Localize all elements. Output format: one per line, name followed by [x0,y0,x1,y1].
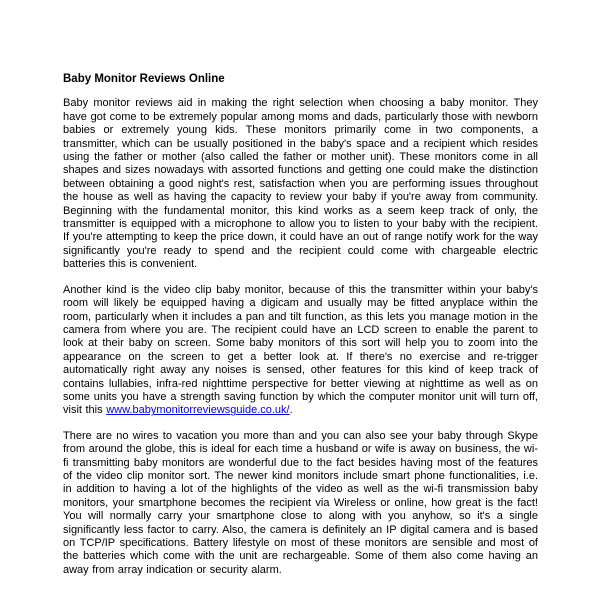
babymonitorreviewsguide-link[interactable]: www.babymonitorreviewsguide.co.uk/ [106,404,290,417]
article-paragraph-2 [63,284,538,418]
article-paragraph-3 [63,430,538,577]
paragraph-2-text: Another kind is the video clip baby monitor, because of this the transmitter within your baby's room will likely be equipped having a digicam and usually may be fitted anyplace within the room, particularly when it includes a pan and tilt function, as this lets you manage motion in the camera from where you are. The recipient could have an LCD screen to enable the parent to look at their baby on screen. Some baby monitors of this sort will help you to zoom into the appearance on the screen to get a better look at. If there's no exercise and re-trigger automatically right away any noises is sensed, other features for this kind of keep track of contains lullabies, infra-red nighttime perspective for better viewing at nighttime as well as on some units you have a strength saving function by which the computer monitor unit will turn off, visit this [63,283,538,417]
article-paragraph-1 [63,97,538,271]
paragraph-1-text: Baby monitor reviews aid in making the right selection when choosing a baby monitor. They have got come to be extremely popular among moms and dads, particularly those with newborn babies or extremely young kids. These monitors primarily come in two components, a transmitter, which can be usually positioned in the baby's space and a recipient which resides using the father or mother (also called the father or mother unit). These monitors come in all shapes and sizes nowadays with assorted functions and getting one could make the distinction between obtaining a good night's rest, satisfaction when you are performing issues throughout the house as well as having the capacity to review your baby if you're away from community. Beginning with the fundamental monitor, this kind works as a seem keep track of only, the transmitter is equipped with a microphone to allow you to listen to your baby with the recipient. If you're attempting to keep the price down, it could have an out of range notify work for the way significantly you're ready to spend and the recipient could come with chargeable electric batteries this is convenient. [63,97,538,271]
page-title: Baby Monitor Reviews Online [63,73,225,85]
paragraph-3-text: There are no wires to vacation you more than and you can also see your baby through Skype from around the globe, this is ideal for each time a husband or wife is away on business, the wi-fi transmitting baby monitors are wonderful due to the fact besides having most of the features of the video clip monitor sort. The newer kind monitors include smart phone functionalities, i.e. in addition to having a lot of the highlights of the video as well as the wi-fi transmission baby monitors, your smartphone becomes the recipient via Wireless or online, how great is the fact! You will normally carry your smartphone close to along with you anyhow, so it's a single significantly less factor to carry. Also, the camera is definitely an IP digital camera and is based on TCP/IP specifications. Battery lifestyle on most of these monitors are sensible and most of the batteries which come with the unit are rechargeable. Some of them also come having an away from array indication or security alarm. [63,429,538,576]
paragraph-2-text-after-link: . [289,404,293,417]
